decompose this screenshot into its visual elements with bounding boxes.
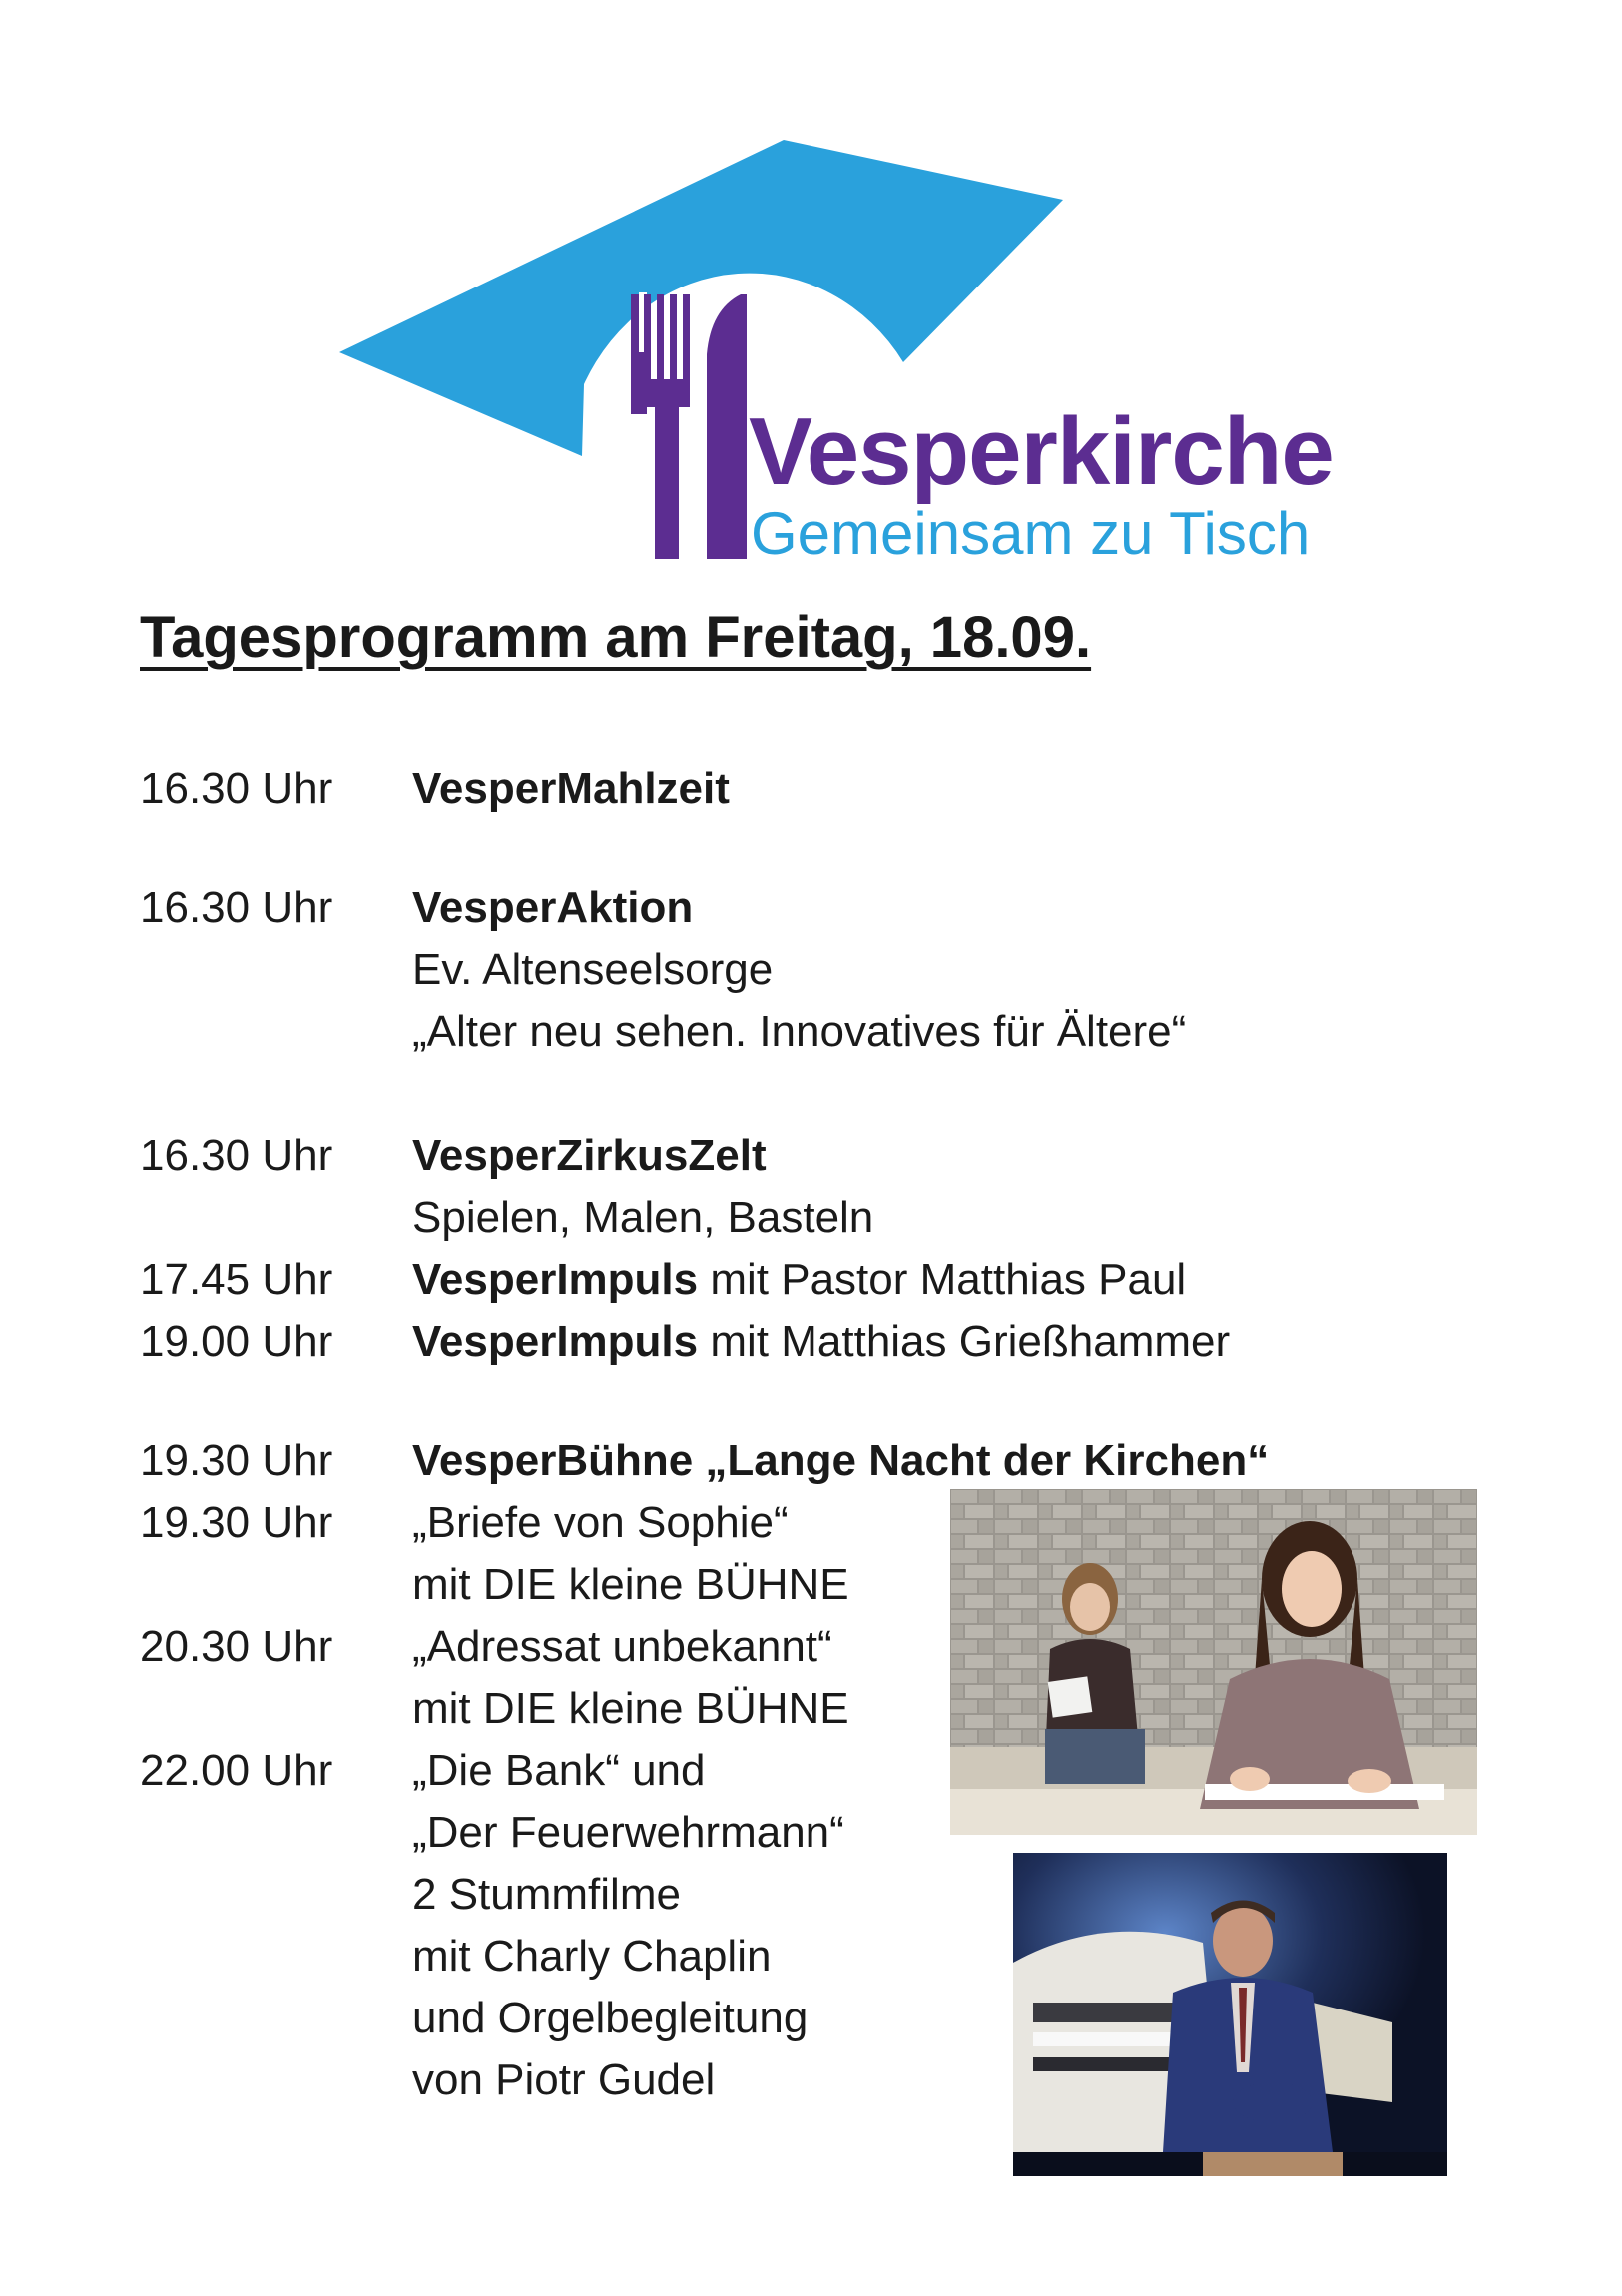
event-detail: mit Pastor Matthias Paul (698, 1255, 1187, 1304)
event-detail: und Orgelbegleitung (412, 1994, 809, 2042)
logo-subtitle: Gemeinsam zu Tisch (751, 500, 1311, 567)
schedule-time: 16.30 Uhr (140, 883, 333, 932)
schedule-time: 19.30 Uhr (140, 1436, 333, 1485)
event-detail: „Die Bank“ und (412, 1746, 706, 1795)
event-detail: mit Charly Chaplin (412, 1932, 772, 1981)
page-title: Tagesprogramm am Freitag, 18.09. (140, 605, 1092, 670)
event-detail: mit Matthias Grießhammer (698, 1317, 1231, 1366)
event-title: VesperImpuls (412, 1255, 699, 1304)
event-line (412, 1250, 1186, 1310)
event-detail: Ev. Altenseelsorge (412, 945, 774, 994)
organist-photo (1013, 1853, 1447, 2176)
event-title: VesperImpuls (412, 1317, 699, 1366)
schedule-time: 17.45 Uhr (140, 1255, 333, 1304)
event-detail: mit DIE kleine BÜHNE (412, 1560, 849, 1609)
event-line (412, 1312, 1230, 1372)
event-detail: von Piotr Gudel (412, 2055, 716, 2104)
event-detail: „Briefe von Sophie“ (412, 1498, 789, 1547)
fork-icon (631, 292, 690, 559)
event-title: VesperZirkusZelt (412, 1131, 767, 1180)
event-detail: mit DIE kleine BÜHNE (412, 1684, 849, 1733)
schedule-time: 20.30 Uhr (140, 1622, 333, 1671)
knife-icon (707, 294, 747, 559)
event-detail: „Der Feuerwehrmann“ (412, 1808, 844, 1857)
event-detail: „Alter neu sehen. Innovatives für Ältere“ (412, 1007, 1187, 1056)
logo-title: Vesperkirche (749, 398, 1334, 505)
event-title: VesperBühne „Lange Nacht der Kirchen“ (412, 1436, 1270, 1485)
schedule-time: 16.30 Uhr (140, 1131, 333, 1180)
event-title: VesperMahlzeit (412, 764, 730, 813)
event-detail: „Adressat unbekannt“ (412, 1622, 832, 1671)
event-detail: Spielen, Malen, Basteln (412, 1193, 874, 1242)
schedule-time: 19.00 Uhr (140, 1317, 333, 1366)
theater-photo (950, 1489, 1477, 1835)
event-title: VesperAktion (412, 883, 694, 932)
schedule-time: 19.30 Uhr (140, 1498, 333, 1547)
event-detail: 2 Stummfilme (412, 1870, 681, 1919)
schedule-time: 22.00 Uhr (140, 1746, 333, 1795)
schedule-time: 16.30 Uhr (140, 764, 333, 813)
